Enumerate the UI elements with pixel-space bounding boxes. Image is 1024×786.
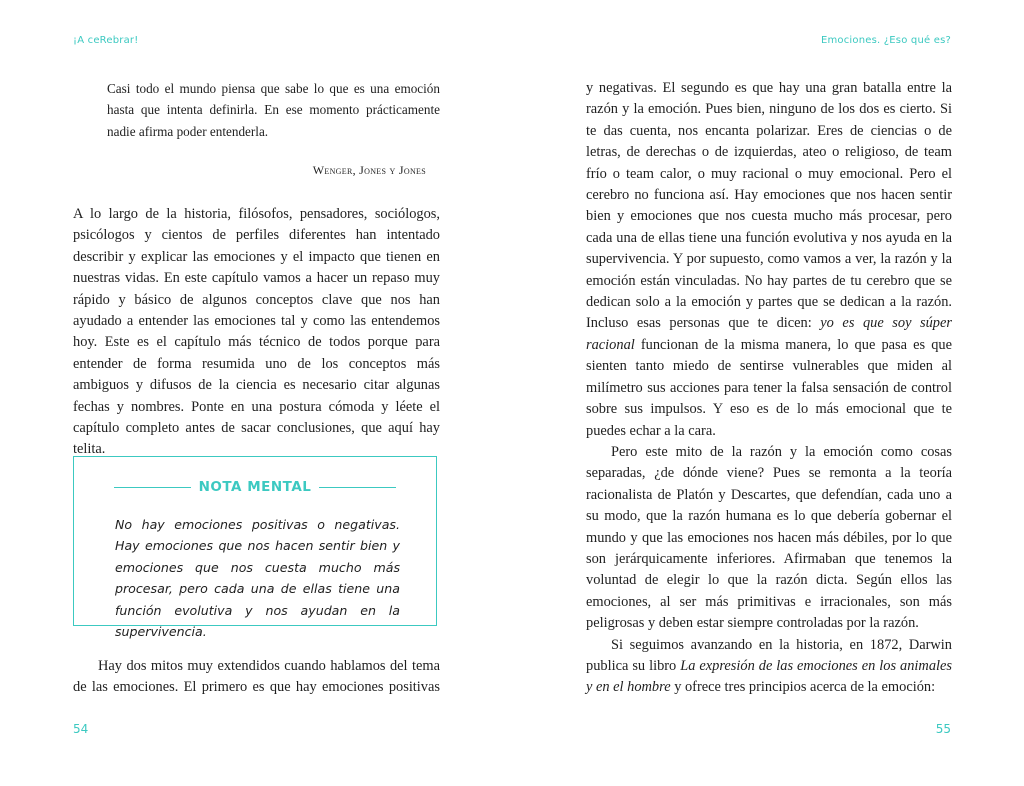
running-head-left: ¡A ceRebrar! <box>73 35 139 46</box>
paragraph-text: Hay dos mitos muy extendidos cuando hablamos del tema de las emociones. El primero es que hay emociones positivas <box>73 658 440 696</box>
text-run: Si seguimos avanzando en la historia, en 1872, Darwin publica su libro <box>586 636 952 674</box>
note-title: NOTA MENTAL <box>198 479 312 495</box>
book-title: La expresión de las emociones en los animales y en el hombre <box>586 657 953 696</box>
paragraph-continued <box>586 78 952 442</box>
note-rule-right <box>319 487 396 488</box>
paragraph-origin: Pero este mito de la razón y la emoción como cosas separadas, ¿de dónde viene? Pues se remonta a la teoría racionalista de Platón y Descartes, que defendían, cada uno a su modo, que la razón humana es lo que debería gobernar el mundo y que las emociones nos hacen más débiles, por lo que son jerárquicamente inferiores. Afirmaban que tenemos la voluntad de elegir lo que la razón dicta. Según ellos las emociones, al ser más primitivas e irracionales, son más peligrosas y deben estar siempre controladas por la razón. <box>586 443 952 632</box>
italic-quote: yo es que soy súper racional <box>586 315 952 353</box>
note-title-row <box>114 478 396 496</box>
paragraph-text: A lo largo de la historia, filósofos, pensadores, sociólogos, psicólogos y cientos de perfiles diferentes han intentado describir y explicar las emociones y el impacto que tienen en nuestras vidas. En este capítulo vamos a hacer un repaso muy rápido y básico de algunos conceptos clave que nos han ayudado a entender las emociones tal y como las entendemos hoy. Este es el capítulo más técnico de todos porque para entender de forma resumida uno de los conceptos más ambiguos y difusos de la ciencia es necesario citar algunas fechas y nombres. Ponte en una postura cómoda y léete el capítulo completo antes de sacar conclusiones, que aquí hay telita. <box>73 206 440 458</box>
epigraph-text: Casi todo el mundo piensa que sabe lo que es una emoción hasta que intenta definirla. En ese momento prácticamente nadie afirma poder entenderla. <box>107 81 440 139</box>
running-head-right: Emociones. ¿Eso qué es? <box>820 35 951 46</box>
text-run: y negativas. El segundo es que hay una gran batalla entre la razón y la emoción. Pues bien, ninguno de los dos es cierto. Si te das cuenta, nos encanta polarizar. Eres de ciencias o de letras, de derechas o de izquierdas, ateo o religioso, de team frío o team calor, o muy racional o muy emocional. Pero el cerebro no funciona así. Hay emociones que nos hacen sentir bien y emociones que nos cuesta mucho más procesar, pero cada una de ellas tiene una función evolutiva y nos ayuda en la supervivencia. Y por supuesto, como vamos a ver, la razón y la emoción están vinculadas. No hay partes de tu cerebro que se dedican solo a la emoción y partes que se dedican a la razón. Incluso esas personas que te dicen: <box>586 80 952 332</box>
right-page <box>512 0 1024 786</box>
paragraph-darwin <box>586 635 952 699</box>
text-run: y ofrece tres principios acerca de la emoción: <box>670 679 936 696</box>
paragraph-intro <box>73 204 440 461</box>
page-number-right: 55 <box>935 722 951 736</box>
epigraph-author: Wenger, Jones y Jones <box>312 163 426 177</box>
note-body: No hay emociones positivas o negativas. Hay emociones que nos hacen sentir bien y emociones que nos cuesta mucho más procesar, pero cada una de ellas tiene una función evolutiva y nos ayudan en la supervivencia. <box>115 517 400 640</box>
page-number-left: 54 <box>73 722 89 736</box>
note-rule-left <box>114 487 191 488</box>
note-box <box>73 456 437 640</box>
note-text <box>115 514 400 642</box>
right-body <box>586 78 952 699</box>
paragraph-myths <box>73 656 440 699</box>
text-run: funcionan de la misma manera, lo que pasa es que sienten tanto miedo de sentirse vulnerables que miden al milímetro sus acciones para tener la falsa sensación de control sobre sus impulsos. Y eso es de lo más emocional que te puedes echar a la cara. <box>586 336 952 439</box>
epigraph <box>107 78 440 142</box>
